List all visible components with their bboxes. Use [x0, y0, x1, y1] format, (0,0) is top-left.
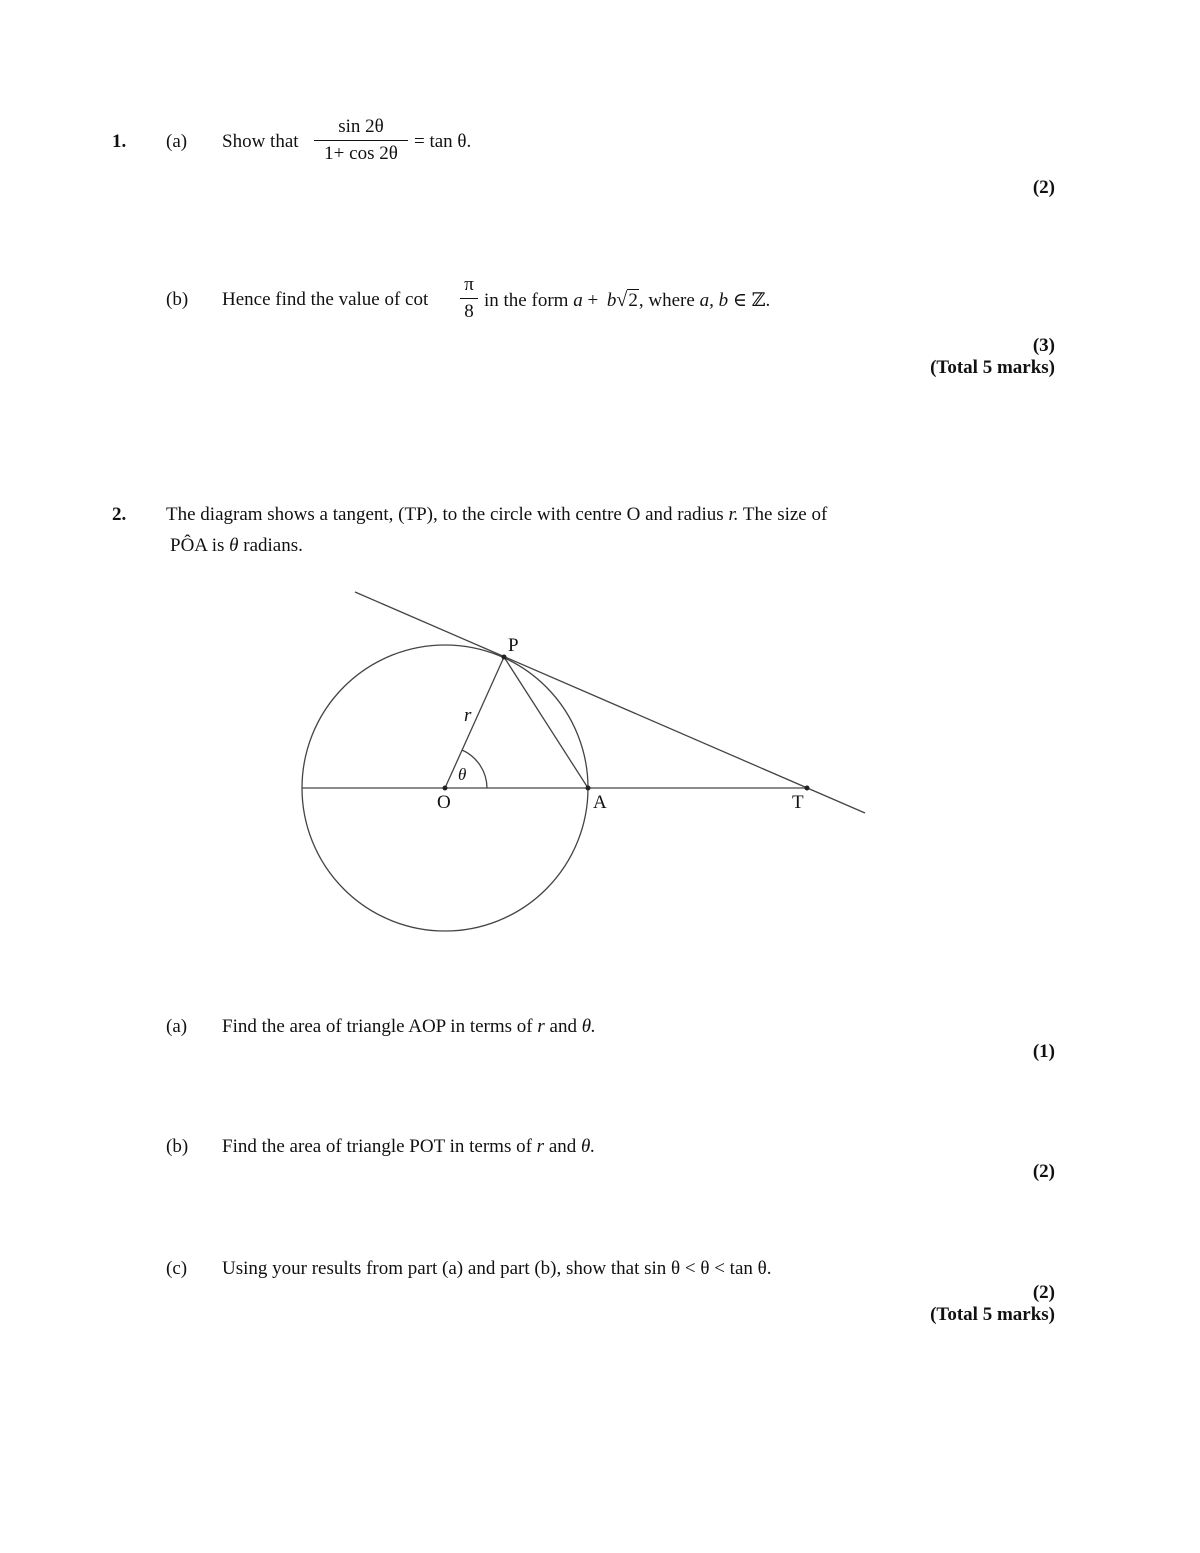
q1b-var-a: a: [573, 290, 583, 311]
q2b-r: r: [536, 1136, 545, 1157]
label-T: T: [792, 792, 804, 813]
q1b-denominator: 8: [464, 301, 474, 322]
q2c-label: (c): [166, 1258, 188, 1279]
q2b-text: [222, 1136, 595, 1158]
geometry-diagram: [280, 575, 880, 951]
q1b-label: (b): [166, 289, 189, 310]
q2a-and: and: [549, 1016, 577, 1037]
q1a-numerator: sin 2θ: [338, 116, 384, 137]
q2-intro-r: r.: [728, 504, 739, 525]
point-P: [502, 655, 507, 660]
label-r: r: [464, 705, 472, 726]
circle-tangent-figure: [280, 575, 880, 945]
q2a-marks: (1): [1032, 1041, 1055, 1062]
q1b-plus: +: [587, 290, 599, 311]
q2-total-marks: (Total 5 marks): [930, 1304, 1055, 1325]
integers-symbol: ℤ: [751, 290, 766, 311]
q1b-vars: a, b: [699, 290, 729, 311]
question-2-number: 2.: [112, 504, 127, 525]
q1a-denominator: 1+ cos 2θ: [324, 143, 398, 164]
q1b-where: , where: [638, 290, 695, 311]
label-O: O: [437, 792, 451, 813]
q2-intro-is: is: [211, 535, 225, 556]
q2-intro-line1: [166, 504, 827, 526]
q2b-marks: (2): [1032, 1161, 1055, 1182]
q2-intro-theta: θ: [229, 535, 239, 556]
q2a-text: [222, 1016, 596, 1038]
q2-intro-end: radians.: [243, 535, 303, 556]
q1b-middle: in the form: [484, 290, 569, 311]
q1a-marks: (2): [1032, 177, 1055, 198]
q2c-marks: (2): [1032, 1282, 1055, 1303]
q2-angle-name: PÔA: [170, 535, 207, 556]
q2b-text-pre: Find the area of triangle POT in terms of: [222, 1136, 532, 1157]
q1a-fraction: [314, 116, 408, 165]
q1b-var-b: b: [606, 290, 617, 311]
point-O: [443, 786, 448, 791]
q1a-prefix: Show that: [222, 131, 299, 152]
q1b-numerator: π: [464, 274, 474, 295]
q2b-and: and: [548, 1136, 577, 1157]
q1b-end: .: [765, 290, 771, 311]
q1b-marks: (3): [1032, 335, 1055, 356]
sqrt-icon: √: [616, 289, 628, 311]
point-T: [805, 786, 810, 791]
q2a-text-pre: Find the area of triangle AOP in terms of: [222, 1016, 533, 1037]
point-A: [586, 786, 591, 791]
q2-intro-line2: [170, 535, 303, 557]
tangent-line: [355, 592, 865, 813]
q1a-suffix: = tan θ.: [414, 131, 472, 152]
q1b-radicand: 2: [628, 290, 638, 311]
q1-total-marks: (Total 5 marks): [930, 357, 1055, 378]
q2a-theta: θ.: [581, 1016, 596, 1037]
q1b-fraction: [460, 274, 478, 323]
q2-intro-pre: The diagram shows a tangent, (TP), to the circle with centre O and radius: [166, 504, 724, 525]
radius-OP: [445, 657, 504, 788]
q2a-r: r: [537, 1016, 545, 1037]
q2c-text: Using your results from part (a) and part (b), show that sin θ < θ < tan θ.: [222, 1258, 772, 1279]
q1b-expression: [484, 289, 770, 312]
q1b-prefix: Hence find the value of cot: [222, 289, 429, 310]
label-A: A: [593, 792, 607, 813]
element-of-symbol: ∈: [732, 290, 747, 311]
q1a-label: (a): [166, 131, 188, 152]
fraction-bar: [314, 140, 408, 141]
label-theta: θ: [458, 765, 467, 784]
q2b-label: (b): [166, 1136, 189, 1157]
label-P: P: [508, 635, 519, 656]
q2-intro-post: The size of: [742, 504, 828, 525]
q2b-theta: θ.: [581, 1136, 596, 1157]
question-1-number: 1.: [112, 131, 127, 152]
fraction-bar: [460, 298, 478, 299]
chord-PA: [504, 657, 588, 788]
q2a-label: (a): [166, 1016, 188, 1037]
